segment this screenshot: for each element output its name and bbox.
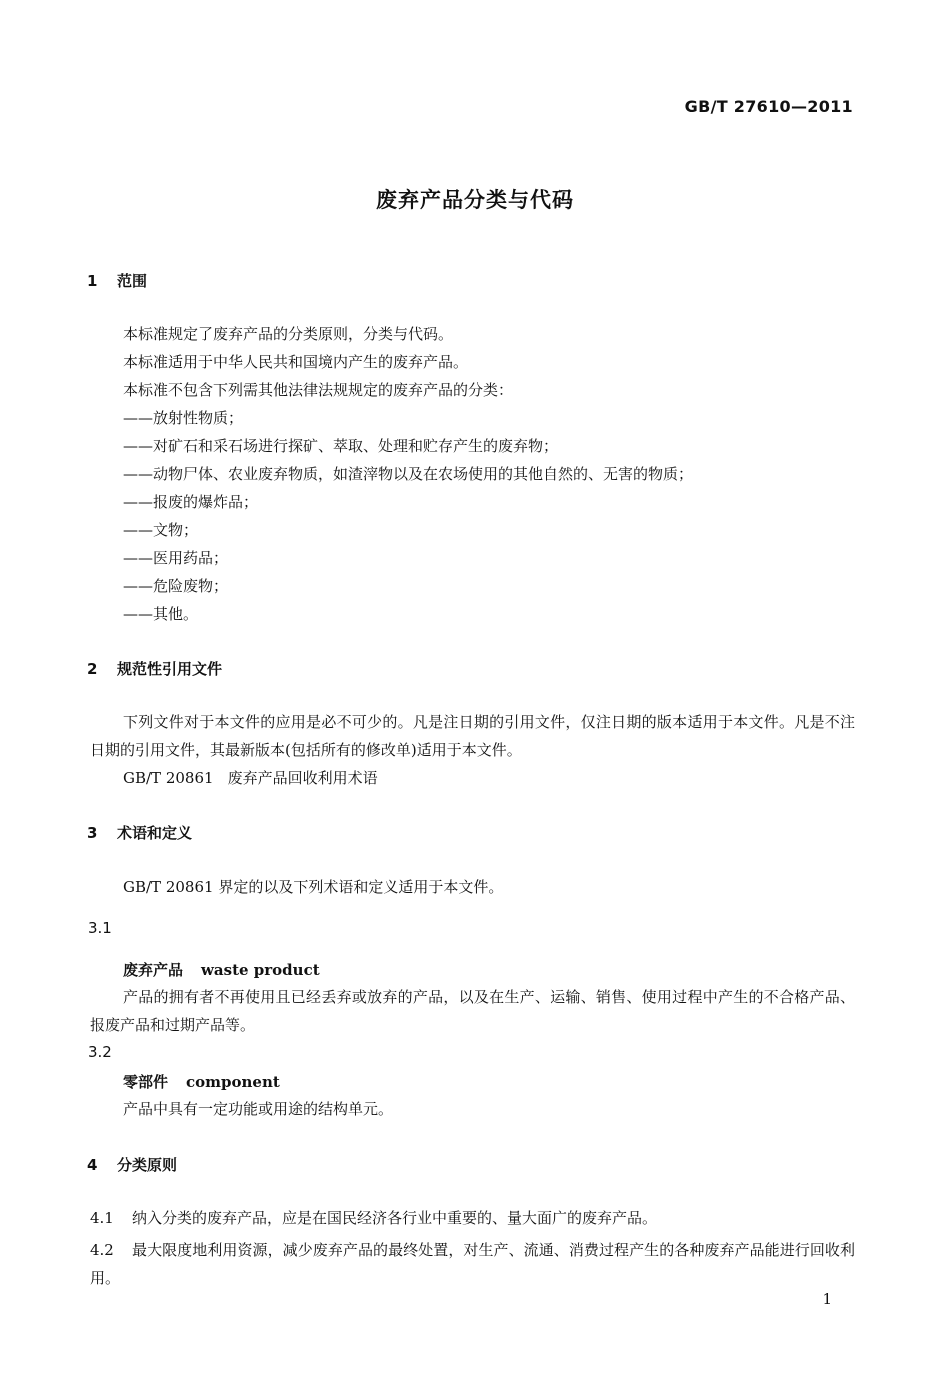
exclusion-item: ——医用药品； [123, 549, 229, 567]
term-chinese: 废弃产品 [123, 961, 184, 979]
normative-references-paragraph: 下列文件对于本文件的应用是必不可少的。凡是注日期的引用文件，仅注日期的版本适用于本文件。凡是不注日期的引用文件，其最新版本(包括所有的修改单)适用于本文件。 [90, 713, 855, 759]
term-entry [123, 1071, 280, 1092]
section-number: 3 [87, 824, 98, 842]
section-title: 术语和定义 [117, 824, 193, 842]
section-2-heading [87, 658, 222, 679]
scope-paragraph-2: 本标准适用于中华人民共和国境内产生的废弃产品。 [123, 353, 469, 371]
clause-number: 4.2 [90, 1241, 114, 1259]
term-definition: 产品的拥有者不再使用且已经丢弃或放弃的产品，以及在生产、运输、销售、使用过程中产生的不合格产品、报废产品和过期产品等。 [90, 988, 855, 1034]
section-4-heading [87, 1154, 177, 1175]
reference-title: 废弃产品回收利用术语 [227, 769, 378, 787]
terms-intro-paragraph: GB/T 20861 界定的以及下列术语和定义适用于本文件。 [123, 878, 504, 896]
clause-text: 纳入分类的废弃产品，应是在国民经济各行业中重要的、量大面广的废弃产品。 [132, 1209, 658, 1227]
term-chinese: 零部件 [123, 1073, 169, 1091]
scope-paragraph-3: 本标准不包含下列需其他法律法规规定的废弃产品的分类： [123, 381, 514, 399]
standard-code: GB/T 27610—2011 [684, 97, 853, 116]
clause-number: 4.1 [90, 1209, 114, 1227]
reference-code: GB/T 20861 [123, 769, 214, 787]
clause-text: 最大限度地利用资源，减少废弃产品的最终处置，对生产、流通、消费过程产生的各种废弃产品能进行回收利用。 [90, 1241, 855, 1287]
section-title: 分类原则 [117, 1156, 178, 1174]
exclusion-item: ——放射性物质； [123, 409, 244, 427]
term-number: 3.2 [88, 1043, 112, 1061]
section-number: 2 [87, 660, 98, 678]
term-definition: 产品中具有一定功能或用途的结构单元。 [123, 1100, 394, 1118]
page-title: 废弃产品分类与代码 [376, 188, 574, 212]
reference-entry [123, 768, 378, 788]
exclusion-item: ——动物尸体、农业废弃物质，如渣滓物以及在农场使用的其他自然的、无害的物质； [123, 465, 694, 483]
term-number: 3.1 [88, 919, 112, 937]
section-number: 4 [87, 1156, 98, 1174]
exclusion-item: ——危险废物； [123, 577, 229, 595]
term-english: waste product [201, 961, 320, 979]
clause-4-2 [90, 1236, 855, 1292]
term-english: component [186, 1073, 280, 1091]
exclusion-item: ——对矿石和采石场进行探矿、萃取、处理和贮存产生的废弃物； [123, 437, 559, 455]
exclusion-item: ——报废的爆炸品； [123, 493, 259, 511]
exclusion-item: ——文物； [123, 521, 199, 539]
term-entry [123, 959, 320, 980]
section-3-heading [87, 822, 192, 843]
scope-paragraph-1: 本标准规定了废弃产品的分类原则，分类与代码。 [123, 325, 454, 343]
section-title: 规范性引用文件 [117, 660, 223, 678]
section-title: 范围 [117, 272, 148, 290]
clause-4-1 [90, 1208, 657, 1228]
section-number: 1 [87, 272, 98, 290]
exclusion-item: ——其他。 [123, 605, 199, 623]
page-number: 1 [822, 1290, 832, 1308]
section-1-heading [87, 270, 147, 291]
